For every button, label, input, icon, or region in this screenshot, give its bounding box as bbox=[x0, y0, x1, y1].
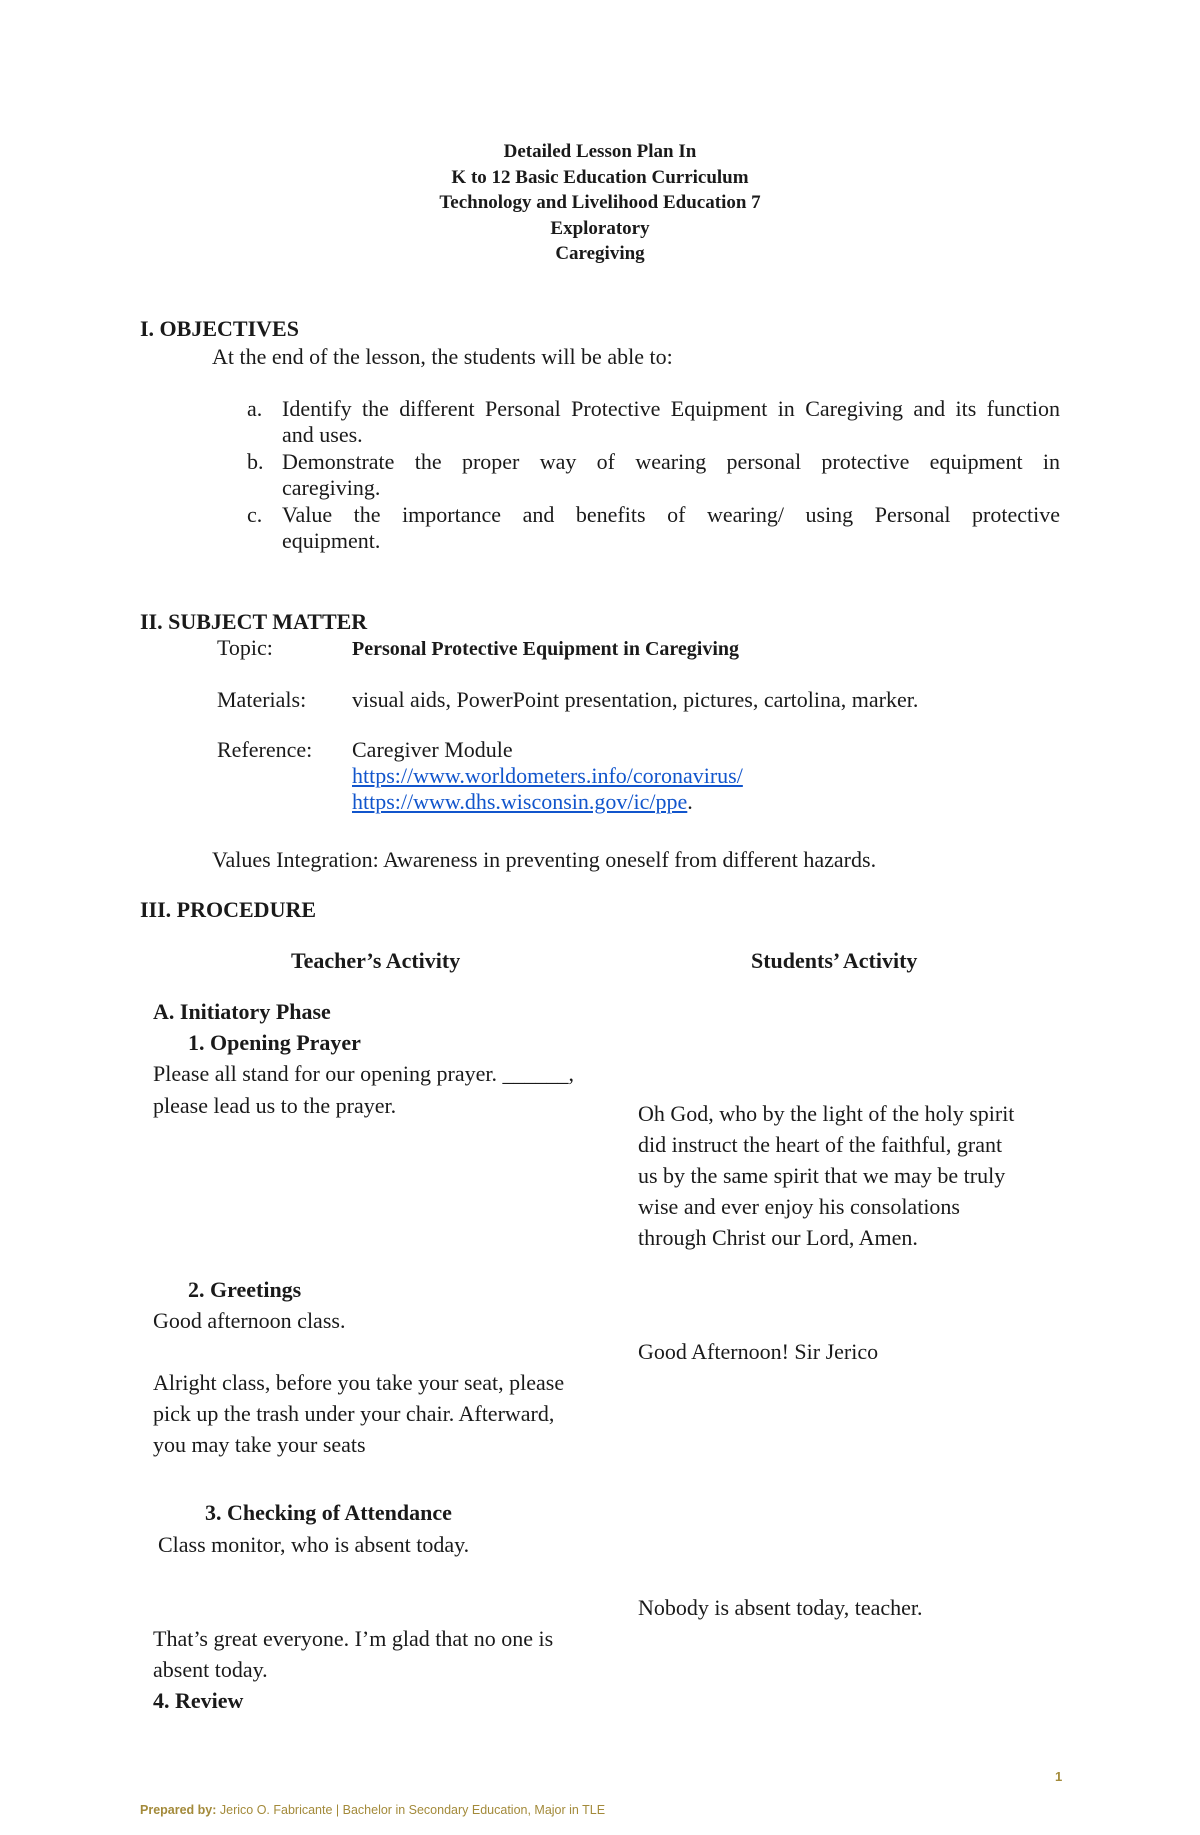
objective-b-line-2: caregiving. bbox=[282, 475, 381, 500]
opening-prayer-student-line-4: wise and ever enjoy his consolations bbox=[638, 1194, 960, 1219]
footer bbox=[140, 1803, 605, 1817]
students-activity-column-header: Students’ Activity bbox=[751, 948, 918, 973]
topic-value: Personal Protective Equipment in Caregiving bbox=[352, 638, 740, 660]
opening-prayer-student-line-5: through Christ our Lord, Amen. bbox=[638, 1225, 918, 1250]
objective-letter-a: a. bbox=[247, 396, 263, 421]
opening-prayer-heading: 1. Opening Prayer bbox=[188, 1030, 361, 1055]
materials-value: visual aids, PowerPoint presentation, pictures, cartolina, marker. bbox=[352, 687, 919, 712]
reference-link-dhs[interactable]: https://www.dhs.wisconsin.gov/ic/ppe bbox=[352, 789, 688, 814]
title-line-5: Caregiving bbox=[555, 243, 645, 264]
greetings-teacher-line-3: pick up the trash under your chair. Afterward, bbox=[153, 1401, 555, 1426]
objective-letter-c: c. bbox=[247, 502, 263, 527]
subject-matter-heading: II. SUBJECT MATTER bbox=[140, 609, 368, 634]
opening-prayer-teacher-line-1: Please all stand for our opening prayer. ______, bbox=[153, 1061, 574, 1086]
objectives-heading: I. OBJECTIVES bbox=[140, 316, 299, 341]
attendance-student-line-1: Nobody is absent today, teacher. bbox=[638, 1595, 923, 1620]
materials-label: Materials: bbox=[217, 687, 307, 712]
reference-link-worldometers[interactable]: https://www.worldometers.info/coronavirus/ bbox=[352, 763, 743, 788]
greetings-teacher-line-4: you may take your seats bbox=[153, 1432, 366, 1457]
reference-value: Caregiver Module bbox=[352, 737, 513, 762]
title-line-1: Detailed Lesson Plan In bbox=[503, 141, 697, 162]
greetings-teacher-line-2: Alright class, before you take your seat, please bbox=[153, 1370, 565, 1395]
attendance-teacher-line-2: That’s great everyone. I’m glad that no one is bbox=[153, 1626, 554, 1651]
greetings-teacher-line-1: Good afternoon class. bbox=[153, 1308, 346, 1333]
footer-label: Prepared by: bbox=[140, 1803, 217, 1817]
greetings-student-line-1: Good Afternoon! Sir Jerico bbox=[638, 1339, 879, 1364]
reference-link-row bbox=[352, 789, 693, 815]
attendance-heading: 3. Checking of Attendance bbox=[205, 1500, 452, 1525]
review-heading: 4. Review bbox=[153, 1688, 244, 1713]
attendance-teacher-line-3: absent today. bbox=[153, 1657, 268, 1682]
topic-label: Topic: bbox=[217, 635, 273, 660]
objective-c-line-1: Value the importance and benefits of wearing/ using Personal protective bbox=[282, 502, 1060, 527]
objective-a-line-1: Identify the different Personal Protective Equipment in Caregiving and its function bbox=[282, 396, 1060, 421]
title-line-4: Exploratory bbox=[550, 218, 650, 239]
teacher-activity-column-header: Teacher’s Activity bbox=[291, 948, 461, 973]
initiatory-phase-heading: A. Initiatory Phase bbox=[153, 999, 331, 1024]
reference-label: Reference: bbox=[217, 737, 313, 762]
objectives-intro: At the end of the lesson, the students will be able to: bbox=[212, 344, 673, 369]
objective-letter-b: b. bbox=[247, 449, 264, 474]
title-line-2: K to 12 Basic Education Curriculum bbox=[451, 167, 749, 188]
values-integration: Values Integration: Awareness in preventing oneself from different hazards. bbox=[212, 847, 877, 872]
page-number: 1 bbox=[1055, 1769, 1063, 1784]
objective-c-line-2: equipment. bbox=[282, 528, 381, 553]
reference-link-period: . bbox=[687, 789, 693, 814]
objective-a-line-2: and uses. bbox=[282, 422, 363, 447]
opening-prayer-student-line-2: did instruct the heart of the faithful, grant bbox=[638, 1132, 1003, 1157]
opening-prayer-teacher-line-2: please lead us to the prayer. bbox=[153, 1093, 397, 1118]
opening-prayer-student-line-3: us by the same spirit that we may be truly bbox=[638, 1163, 1006, 1188]
attendance-teacher-line-1: Class monitor, who is absent today. bbox=[158, 1532, 470, 1557]
objective-b-line-1: Demonstrate the proper way of wearing personal protective equipment in bbox=[282, 449, 1060, 474]
greetings-heading: 2. Greetings bbox=[188, 1277, 302, 1302]
procedure-heading: III. PROCEDURE bbox=[140, 897, 317, 922]
title-line-3: Technology and Livelihood Education 7 bbox=[439, 192, 761, 213]
opening-prayer-student-line-1: Oh God, who by the light of the holy spirit bbox=[638, 1101, 1015, 1126]
footer-text: Jerico O. Fabricante | Bachelor in Secondary Education, Major in TLE bbox=[216, 1803, 606, 1817]
